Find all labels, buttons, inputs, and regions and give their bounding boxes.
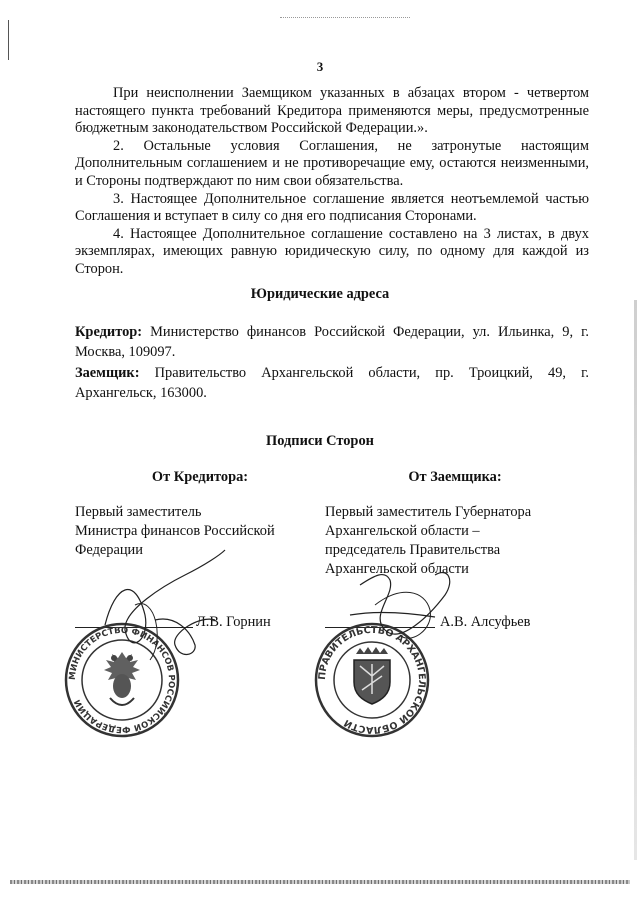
borrower-address bbox=[75, 363, 589, 403]
signatures-heading: Подписи Сторон bbox=[266, 433, 374, 449]
paragraph-3: 3. Настоящее Дополнительное соглашение является неотъемлемой частью Соглашения и вступает в силу со дня его подписания Сторонами. bbox=[75, 190, 589, 225]
creditor-title-line-1: Первый заместитель bbox=[75, 504, 202, 520]
paragraph-4: 4. Настоящее Дополнительное соглашение составлено на 3 листах, в двух экземплярах, имеющих равную юридическую силу, по одному для каждой из Сторон. bbox=[75, 225, 589, 277]
creditor-address-text: Министерство финансов Российской Федерации, ул. Ильинка, 9, г. Москва, 109097. bbox=[75, 324, 589, 360]
borrower-title-line-2: Архангельской области – bbox=[325, 523, 480, 539]
creditor-signer-name: Л.В. Горнин bbox=[196, 614, 271, 630]
creditor-address bbox=[75, 322, 589, 362]
scan-edge-top bbox=[280, 17, 410, 18]
creditor-label: Кредитор: bbox=[75, 324, 143, 340]
body-text bbox=[75, 85, 589, 279]
scan-edge-right bbox=[634, 300, 637, 860]
creditor-title-line-3: Федерации bbox=[75, 542, 143, 558]
creditor-title-line-2: Министра финансов Российской bbox=[75, 523, 275, 539]
page-number: 3 bbox=[316, 59, 324, 74]
scan-edge-left bbox=[8, 20, 9, 60]
paragraph-2: 2. Остальные условия Соглашения, не затронутые настоящим Дополнительным соглашением и не противоречащие ему, остаются неизменными, и Стороны подтверждают по ним свои обязательства. bbox=[75, 137, 589, 189]
creditor-column-heading: От Кредитора: bbox=[151, 469, 249, 485]
legal-addresses-heading: Юридические адреса bbox=[250, 286, 390, 302]
borrower-address-text: Правительство Архангельской области, пр. Троицкий, 49, г. Архангельск, 163000. bbox=[75, 365, 589, 401]
borrower-signer-name: А.В. Алсуфьев bbox=[440, 614, 531, 630]
borrower-title-line-1: Первый заместитель Губернатора bbox=[325, 504, 532, 520]
creditor-signature bbox=[95, 545, 235, 675]
borrower-label: Заемщик: bbox=[75, 365, 140, 381]
borrower-stamp-text: ПРАВИТЕЛЬСТВО АРХАНГЕЛЬСКОЙ ОБЛАСТИ bbox=[316, 624, 428, 736]
borrower-title-line-4: Архангельской области bbox=[325, 561, 469, 577]
paragraph-1: При неисполнении Заемщиком указанных в абзацах втором - четвертом настоящего пункта требований Кредитора применяются меры, предусмотренные бюджетным законодательством Российской Федерации.». bbox=[75, 85, 589, 137]
scan-edge-bottom bbox=[10, 880, 630, 884]
borrower-signature bbox=[330, 555, 480, 665]
borrower-column-heading: От Заемщика: bbox=[408, 469, 502, 485]
borrower-title-line-3: председатель Правительства bbox=[325, 542, 501, 558]
creditor-stamp-text: МИНИСТЕРСТВО ФИНАНСОВ РОССИЙСКОЙ ФЕДЕРАЦИИ bbox=[67, 625, 177, 735]
